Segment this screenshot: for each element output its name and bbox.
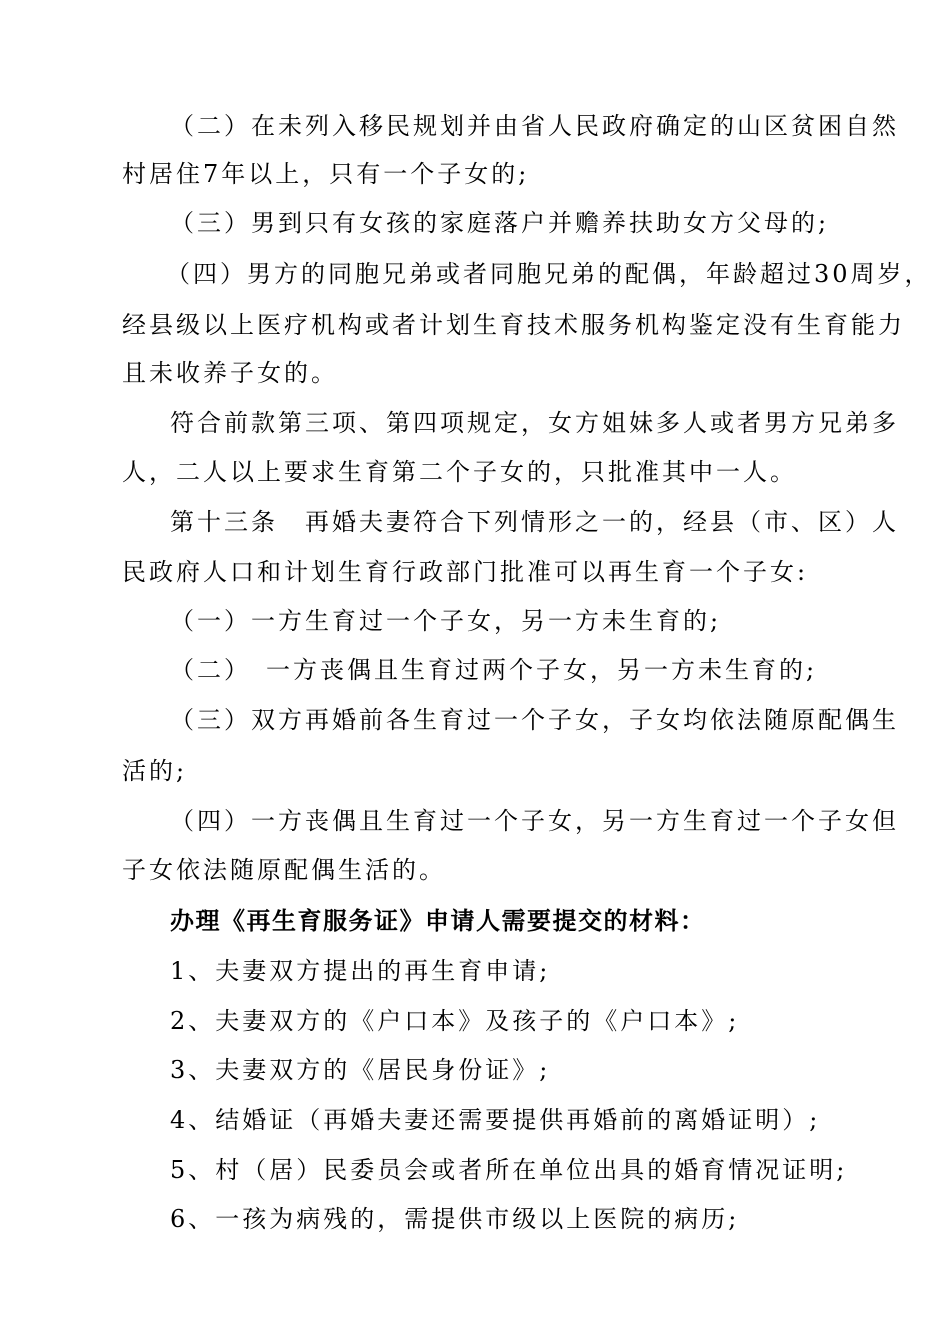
paragraph-line: （四）男方的同胞兄弟或者同胞兄弟的配偶，年龄超过30周岁，	[166, 260, 932, 288]
paragraph-line: （三）男到只有女孩的家庭落户并赡养扶助女方父母的;	[170, 209, 830, 237]
paragraph-line: （二）在未列入移民规划并由省人民政府确定的山区贫困自然	[170, 112, 899, 140]
paragraph-line: （一）一方生育过一个子女，另一方未生育的;	[170, 607, 722, 635]
materials-item: 5、村（居）民委员会或者所在单位出具的婚育情况证明;	[170, 1156, 848, 1184]
materials-item: 4、结婚证（再婚夫妻还需要提供再婚前的离婚证明）;	[170, 1106, 821, 1134]
paragraph-line: 符合前款第三项、第四项规定，女方姐妹多人或者男方兄弟多	[170, 409, 899, 437]
article-heading-line: 第十三条 再婚夫妻符合下列情形之一的，经县（市、区）人	[170, 508, 899, 536]
materials-heading: 办理《再生育服务证》申请人需要提交的材料：	[170, 907, 706, 935]
paragraph-line: （四）一方丧偶且生育过一个子女，另一方生育过一个子女但	[170, 807, 899, 835]
materials-item: 2、夫妻双方的《户口本》及孩子的《户口本》;	[170, 1007, 740, 1035]
paragraph-line: （二） 一方丧偶且生育过两个子女，另一方未生育的;	[170, 656, 818, 684]
paragraph-line: 人，二人以上要求生育第二个子女的，只批准其中一人。	[122, 458, 797, 486]
paragraph-line: 经县级以上医疗机构或者计划生育技术服务机构鉴定没有生育能力	[122, 311, 905, 339]
materials-item: 1、夫妻双方提出的再生育申请;	[170, 957, 551, 985]
paragraph-line: 活的;	[122, 757, 188, 785]
paragraph-line: 子女依法随原配偶生活的。	[122, 856, 446, 884]
paragraph-line: 村居住7年以上，只有一个子女的;	[122, 160, 530, 188]
materials-item: 3、夫妻双方的《居民身份证》;	[170, 1056, 551, 1084]
paragraph-line: 且未收养子女的。	[122, 359, 338, 387]
paragraph-line: 民政府人口和计划生育行政部门批准可以再生育一个子女:	[122, 558, 809, 586]
paragraph-line: （三）双方再婚前各生育过一个子女，子女均依法随原配偶生	[170, 706, 899, 734]
materials-item: 6、一孩为病残的，需提供市级以上医院的病历;	[170, 1205, 740, 1233]
